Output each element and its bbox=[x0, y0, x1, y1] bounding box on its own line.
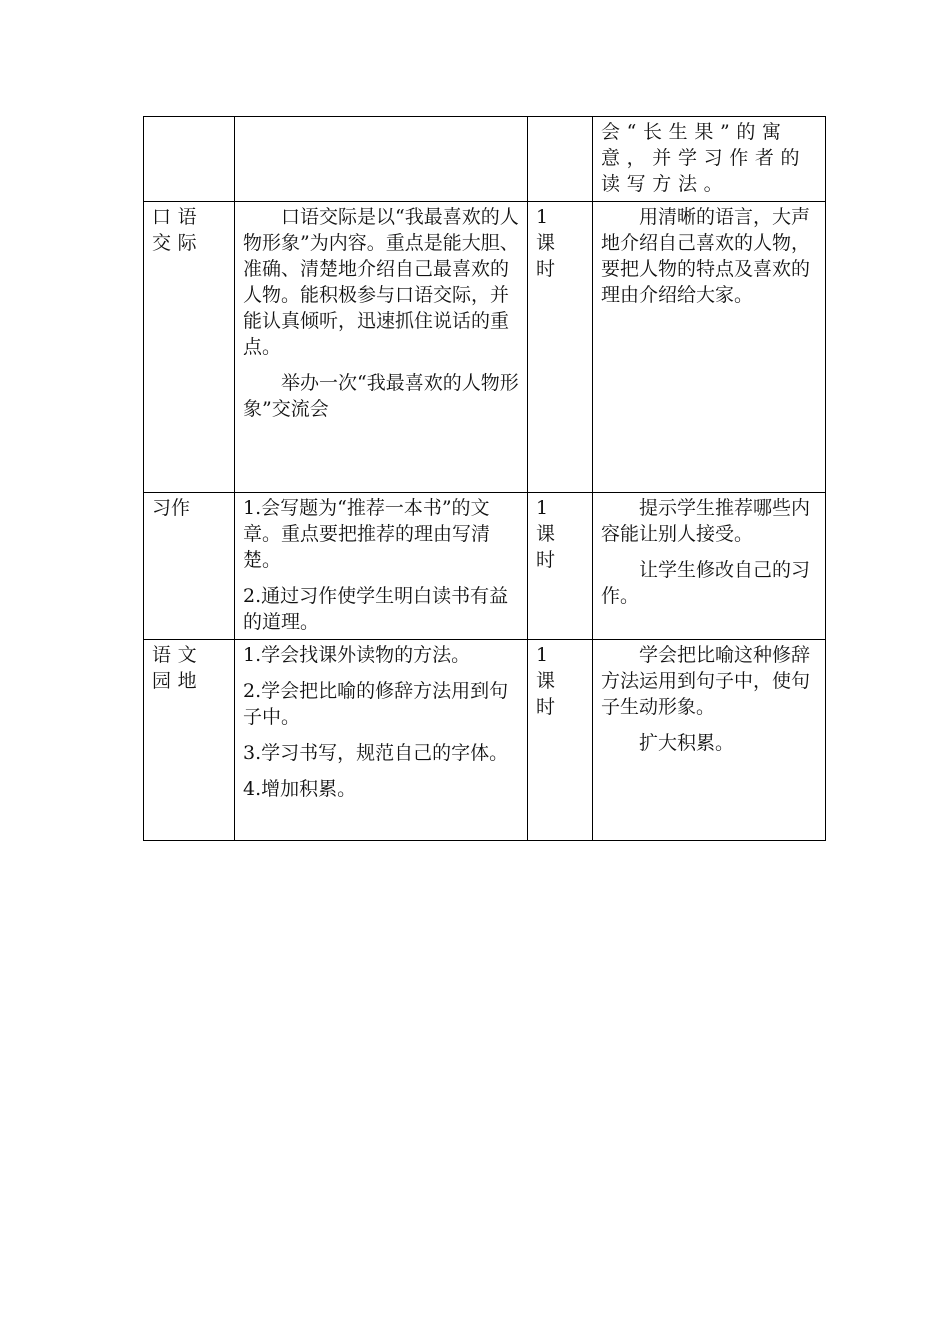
strategy-cell bbox=[593, 202, 826, 493]
table-row bbox=[144, 640, 826, 841]
hours-label: 1 课时 bbox=[536, 497, 562, 571]
table-row bbox=[144, 202, 826, 493]
hours-label: 1 课时 bbox=[536, 644, 562, 718]
hours-label: 1 课时 bbox=[536, 206, 562, 280]
strategy-cell bbox=[593, 117, 826, 202]
content-cell bbox=[235, 117, 528, 202]
content-text: 举办一次“我最喜欢的人物形象”交流会 bbox=[243, 372, 519, 420]
strategy-text: 提示学生推荐哪些内容能让别人接受。 bbox=[601, 497, 811, 545]
lesson-plan-table bbox=[143, 116, 826, 841]
strategy-text: 扩大积累。 bbox=[639, 732, 735, 754]
topic-cell bbox=[144, 117, 235, 202]
strategy-text: 用清晰的语言，大声地介绍自己喜欢的人物，要把人物的特点及喜欢的理由介绍给大家。 bbox=[601, 206, 811, 306]
content-text: 4.增加积累。 bbox=[243, 778, 357, 800]
content-cell bbox=[235, 202, 528, 493]
topic-cell bbox=[144, 493, 235, 640]
topic-label: 习作 bbox=[152, 497, 191, 519]
strategy-cell bbox=[593, 493, 826, 640]
topic-cell bbox=[144, 640, 235, 841]
content-text: 1.学会找课外读物的方法。 bbox=[243, 644, 471, 666]
topic-label: 口语交际 bbox=[152, 206, 204, 254]
strategy-text: 学会把比喻这种修辞方法运用到句子中，使句子生动形象。 bbox=[601, 644, 811, 718]
hours-cell bbox=[528, 117, 593, 202]
content-text: 口语交际是以“我最喜欢的人物形象”为内容。重点是能大胆、准确、清楚地介绍自己最喜欢的人物。能积极参与口语交际，并能认真倾听，迅速抓住说话的重点。 bbox=[243, 206, 519, 358]
hours-cell bbox=[528, 640, 593, 841]
table-row bbox=[144, 493, 826, 640]
content-cell bbox=[235, 493, 528, 640]
content-cell bbox=[235, 640, 528, 841]
content-text: 1.会写题为“推荐一本书”的文章。重点要把推荐的理由写清楚。 bbox=[243, 497, 491, 571]
content-text: 3.学习书写，规范自己的字体。 bbox=[243, 742, 509, 764]
strategy-cell bbox=[593, 640, 826, 841]
strategy-text: 会“长生果”的寓意，并学习作者的读写方法。 bbox=[601, 121, 807, 195]
strategy-text: 让学生修改自己的习作。 bbox=[601, 559, 811, 607]
content-text: 2.通过习作使学生明白读书有益的道理。 bbox=[243, 585, 509, 633]
hours-cell bbox=[528, 493, 593, 640]
topic-cell bbox=[144, 202, 235, 493]
table-row bbox=[144, 117, 826, 202]
topic-label: 语文园地 bbox=[152, 644, 204, 692]
content-text: 2.学会把比喻的修辞方法用到句子中。 bbox=[243, 680, 509, 728]
hours-cell bbox=[528, 202, 593, 493]
